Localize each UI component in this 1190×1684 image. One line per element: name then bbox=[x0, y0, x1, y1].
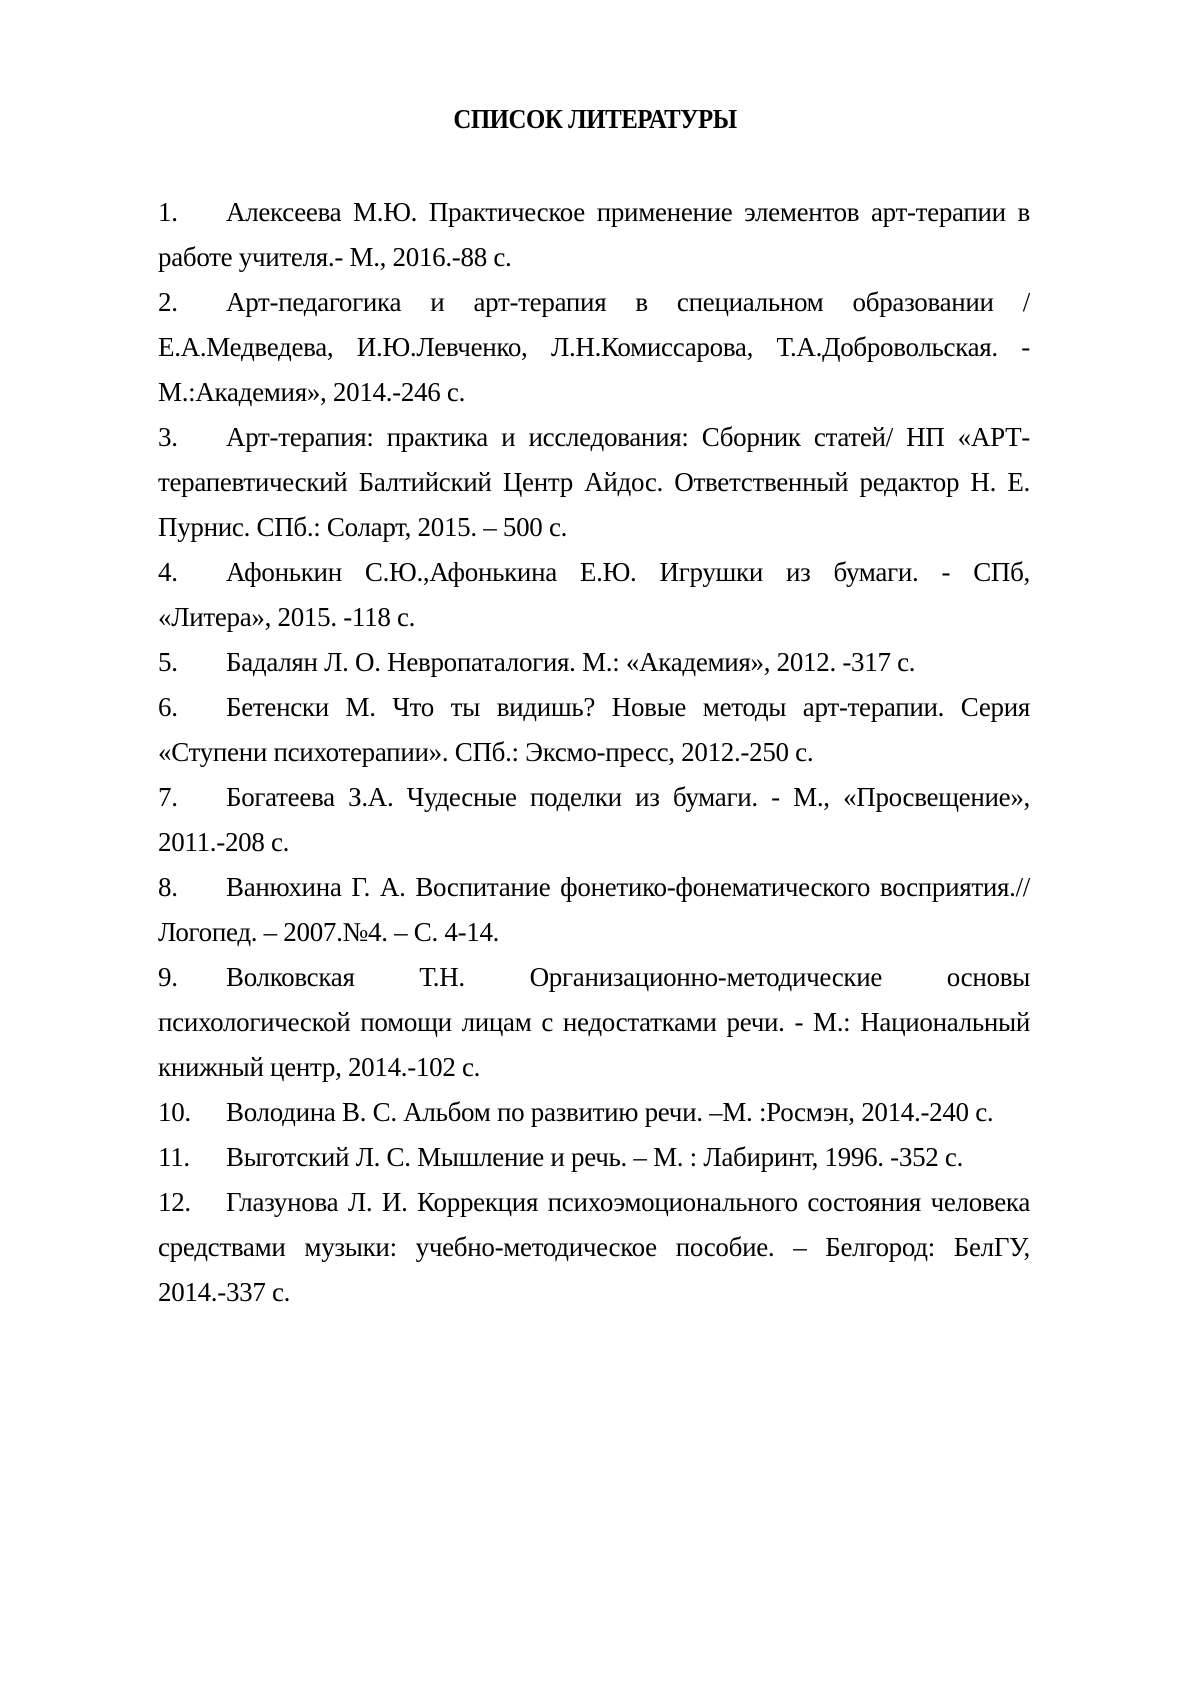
entry-number: 7. bbox=[158, 782, 178, 812]
entry-number: 9. bbox=[158, 962, 178, 992]
entry-text: Бетенски М. Что ты видишь? Новые методы арт-терапии. Серия «Ступени психотерапии». СПб.: Эксмо-пресс, 2012.-250 с. bbox=[158, 692, 1030, 767]
list-item bbox=[158, 415, 1030, 550]
entry-text: Афонькин С.Ю.,Афонькина Е.Ю. Игрушки из бумаги. - СПб, «Литера», 2015. -118 с. bbox=[158, 557, 1030, 632]
entry-text: Арт-терапия: практика и исследования: Сборник статей/ НП «АРТ-терапевтический Балтийский Центр Айдос. Ответственный редактор Н. Е. Пурнис. СПб.: Соларт, 2015. – 500 с. bbox=[158, 422, 1030, 542]
list-item bbox=[158, 190, 1030, 280]
list-item bbox=[158, 865, 1030, 955]
entry-number: 12. bbox=[158, 1187, 191, 1217]
list-item bbox=[158, 775, 1030, 865]
entry-text: Глазунова Л. И. Коррекция психоэмоционального состояния человека средствами музыки: учебно-методическое пособие. – Белгород: БелГУ, 2014.-337 с. bbox=[158, 1187, 1030, 1307]
entry-text: Алексеева М.Ю. Практическое применение элементов арт-терапии в работе учителя.- М., 2016.-88 с. bbox=[158, 197, 1030, 272]
list-item bbox=[158, 955, 1030, 1090]
entry-text: Бадалян Л. О. Невропаталогия. М.: «Академия», 2012. -317 с. bbox=[226, 647, 916, 677]
list-item bbox=[158, 640, 1030, 685]
entry-text: Володина В. С. Альбом по развитию речи. –М. :Росмэн, 2014.-240 с. bbox=[226, 1097, 994, 1127]
entry-text: Волковская Т.Н. Организационно-методические основы психологической помощи лицам с недостатками речи. - М.: Национальный книжный центр, 2014.-102 с. bbox=[158, 962, 1030, 1082]
entry-text: Ванюхина Г. А. Воспитание фонетико-фонематического восприятия.// Логопед. – 2007.№4. – С. 4-14. bbox=[158, 872, 1030, 947]
entry-number: 3. bbox=[158, 422, 178, 452]
entry-number: 11. bbox=[158, 1142, 190, 1172]
list-item bbox=[158, 1135, 1030, 1180]
entry-number: 1. bbox=[158, 197, 178, 227]
list-item bbox=[158, 550, 1030, 640]
list-item bbox=[158, 1180, 1030, 1315]
bibliography-list bbox=[158, 190, 1030, 1315]
entry-number: 8. bbox=[158, 872, 178, 902]
entry-number: 5. bbox=[158, 647, 178, 677]
page-title: СПИСОК ЛИТЕРАТУРЫ bbox=[453, 104, 737, 134]
list-item bbox=[158, 280, 1030, 415]
list-item bbox=[158, 685, 1030, 775]
entry-text: Арт-педагогика и арт-терапия в специальном образовании / Е.А.Медведева, И.Ю.Левченко, Л.Н.Комиссарова, Т.А.Добровольская. - М.:Академия», 2014.-246 с. bbox=[158, 287, 1030, 407]
entry-number: 2. bbox=[158, 287, 178, 317]
entry-number: 6. bbox=[158, 692, 178, 722]
entry-number: 4. bbox=[158, 557, 178, 587]
entry-text: Богатеева З.А. Чудесные поделки из бумаги. - М., «Просвещение», 2011.-208 с. bbox=[158, 782, 1030, 857]
entry-number: 10. bbox=[158, 1097, 191, 1127]
list-item bbox=[158, 1090, 1030, 1135]
entry-text: Выготский Л. С. Мышление и речь. – М. : Лабиринт, 1996. -352 с. bbox=[226, 1142, 964, 1172]
